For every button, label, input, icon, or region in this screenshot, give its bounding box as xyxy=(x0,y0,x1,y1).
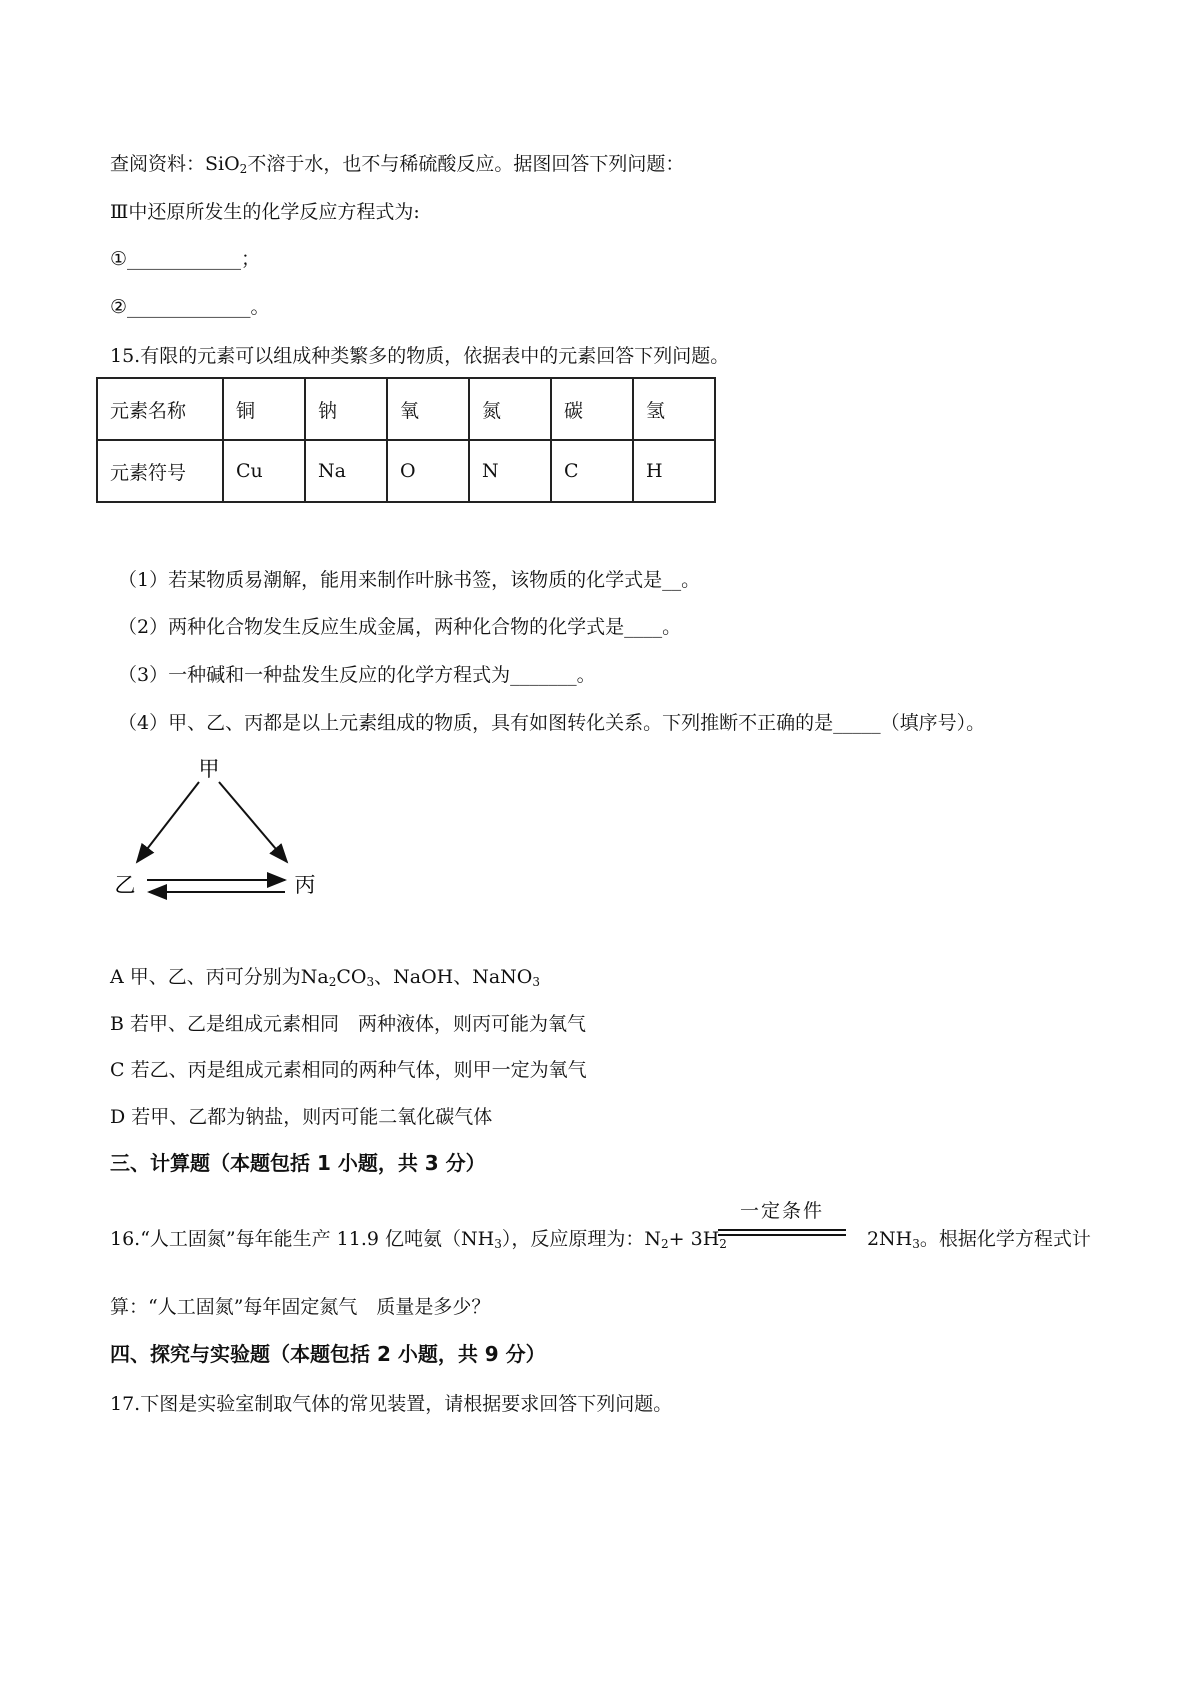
table-cell: 氮 xyxy=(469,378,551,440)
reaction-prompt: Ⅲ中还原所发生的化学反应方程式为: xyxy=(110,201,420,223)
text: 查阅资料：SiO xyxy=(110,153,240,175)
text: 、NaOH、NaNO xyxy=(374,966,533,988)
node-jia: 甲 xyxy=(198,757,220,781)
table-cell: 氧 xyxy=(387,378,469,440)
text: 2NH xyxy=(860,1228,913,1250)
question-15: 15.有限的元素可以组成种类繁多的物质，依据表中的元素回答下列问题。 xyxy=(110,345,730,367)
table-cell: N xyxy=(469,440,551,502)
subscript: 2 xyxy=(239,162,248,176)
table-row xyxy=(97,440,715,502)
option-a xyxy=(110,964,540,990)
subquestion-4: （4）甲、乙、丙都是以上元素组成的物质，具有如图转化关系。下列推断不正确的是_____（填序号）。 xyxy=(118,712,986,734)
table-cell: 碳 xyxy=(551,378,633,440)
conversion-diagram xyxy=(95,752,335,912)
equals-line-top xyxy=(718,1229,846,1231)
subquestion-1: （1）若某物质易潮解，能用来制作叶脉书签，该物质的化学式是__。 xyxy=(118,569,701,591)
section-4-heading: 四、探究与实验题（本题包括 2 小题，共 9 分） xyxy=(110,1342,546,1366)
subscript: 3 xyxy=(532,975,541,989)
text: + 3H xyxy=(668,1228,720,1250)
arrow-jia-to-bing xyxy=(219,782,287,862)
table-cell: 氢 xyxy=(633,378,715,440)
node-bing: 丙 xyxy=(294,873,316,897)
table-cell: C xyxy=(551,440,633,502)
subscript: 3 xyxy=(366,975,375,989)
table-cell: 元素符号 xyxy=(97,440,223,502)
subscript: 3 xyxy=(494,1237,502,1251)
subscript: 3 xyxy=(912,1237,920,1251)
option-b: B 若甲、乙是组成元素相同 两种液体，则丙可能为氧气 xyxy=(110,1013,587,1035)
text: 不溶于水，也不与稀硫酸反应。据图回答下列问题： xyxy=(247,153,685,175)
equals-line-bottom xyxy=(718,1234,846,1236)
blank-1: ①____________； xyxy=(110,248,261,270)
text: 。根据化学方程式计 xyxy=(919,1228,1091,1250)
table-cell: 钠 xyxy=(305,378,387,440)
subscript: 2 xyxy=(661,1237,669,1251)
option-c: C 若乙、丙是组成元素相同的两种气体，则甲一定为氧气 xyxy=(110,1059,587,1081)
subquestion-3: （3）一种碱和一种盐发生反应的化学方程式为_______。 xyxy=(118,664,596,686)
table-cell: 铜 xyxy=(223,378,305,440)
arrow-jia-to-yi xyxy=(137,782,199,862)
text: 16.“人工固氮”每年能生产 11.9 亿吨氨（NH xyxy=(110,1228,495,1250)
question-17: 17.下图是实验室制取气体的常见装置，请根据要求回答下列问题。 xyxy=(110,1393,673,1415)
option-d: D 若甲、乙都为钠盐，则丙可能二氧化碳气体 xyxy=(110,1106,493,1128)
question-16-cont: 算：“人工固氮”每年固定氮气 质量是多少？ xyxy=(110,1296,491,1318)
element-table xyxy=(96,377,716,503)
table-row xyxy=(97,378,715,440)
subscript: 2 xyxy=(719,1237,727,1251)
reference-note xyxy=(110,151,684,177)
blank-2: ②_____________。 xyxy=(110,296,270,318)
node-yi: 乙 xyxy=(114,873,136,897)
text: ），反应原理为：N xyxy=(501,1228,662,1250)
section-3-heading: 三、计算题（本题包括 1 小题，共 3 分） xyxy=(110,1151,486,1175)
table-cell: Na xyxy=(305,440,387,502)
text: CO xyxy=(336,966,367,988)
text: A 甲、乙、丙可分别为Na xyxy=(110,966,329,988)
condition-label: 一定条件 xyxy=(739,1200,824,1222)
table-cell: 元素名称 xyxy=(97,378,223,440)
question-16 xyxy=(110,1226,1091,1252)
subscript: 2 xyxy=(328,975,337,989)
reaction-condition xyxy=(718,1196,846,1236)
table-cell: O xyxy=(387,440,469,502)
table-cell: Cu xyxy=(223,440,305,502)
subquestion-2: （2）两种化合物发生反应生成金属，两种化合物的化学式是____。 xyxy=(118,616,682,638)
table-cell: H xyxy=(633,440,715,502)
